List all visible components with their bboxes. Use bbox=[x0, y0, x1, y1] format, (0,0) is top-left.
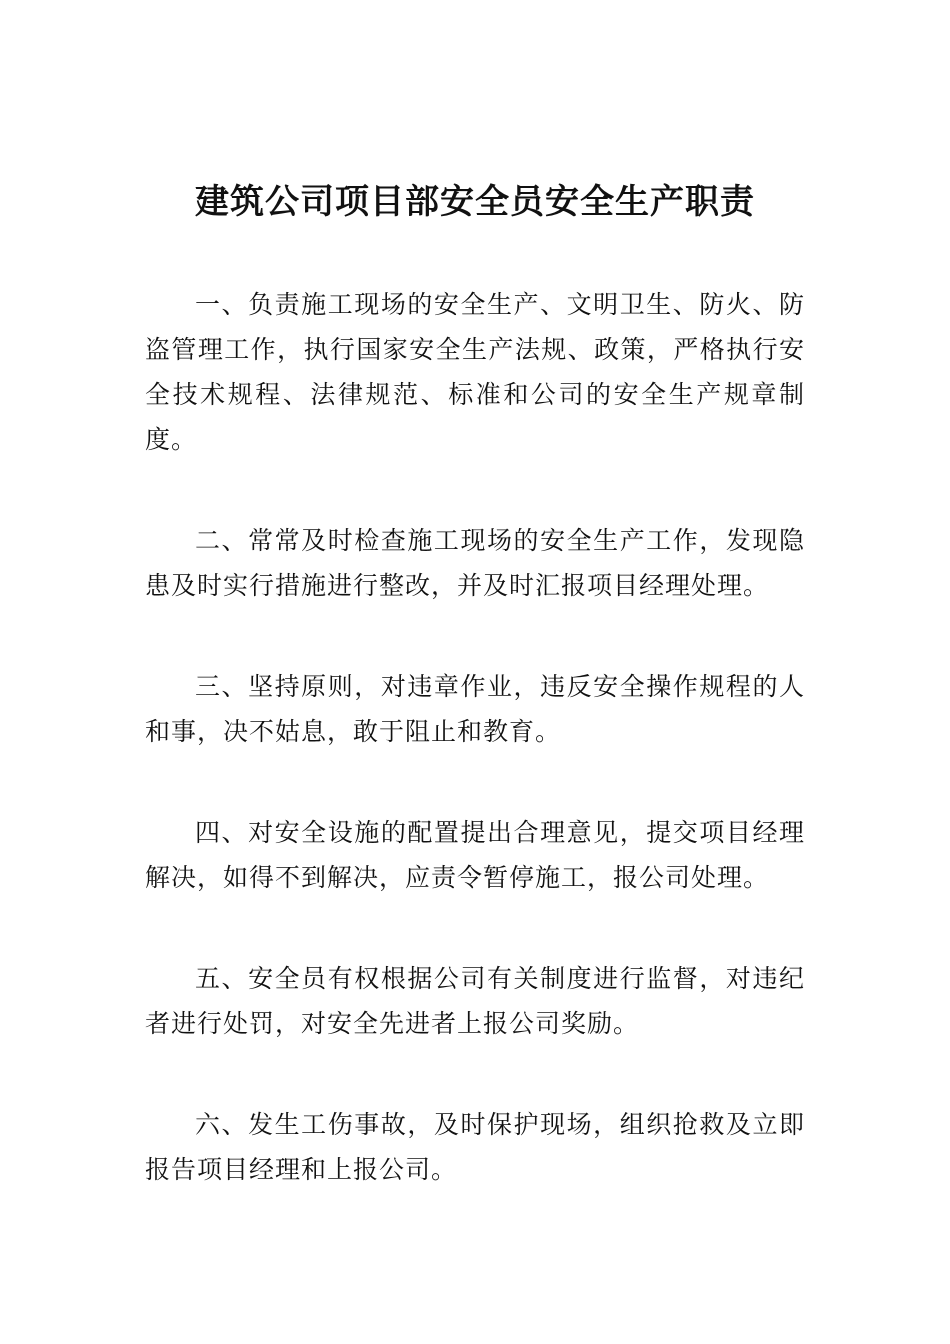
paragraph-4: 四、对安全设施的配置提出合理意见，提交项目经理解决，如得不到解决，应责令暂停施工，报公司处理。 bbox=[145, 818, 805, 892]
paragraph-3: 三、坚持原则，对违章作业，违反安全操作规程的人和事，决不姑息，敢于阻止和教育。 bbox=[145, 672, 805, 746]
paragraph-6: 六、发生工伤事故，及时保护现场，组织抢救及立即报告项目经理和上报公司。 bbox=[145, 1110, 805, 1184]
paragraph-2: 二、常常及时检查施工现场的安全生产工作，发现隐患及时实行措施进行整改，并及时汇报项目经理处理。 bbox=[145, 526, 805, 600]
document-title: 建筑公司项目部安全员安全生产职责 bbox=[195, 182, 755, 222]
document-body bbox=[145, 282, 805, 1248]
paragraph-5: 五、安全员有权根据公司有关制度进行监督，对违纪者进行处罚，对安全先进者上报公司奖励。 bbox=[145, 964, 805, 1038]
paragraph-1: 一、负责施工现场的安全生产、文明卫生、防火、防盗管理工作，执行国家安全生产法规、政策，严格执行安全技术规程、法律规范、标准和公司的安全生产规章制度。 bbox=[145, 290, 805, 454]
